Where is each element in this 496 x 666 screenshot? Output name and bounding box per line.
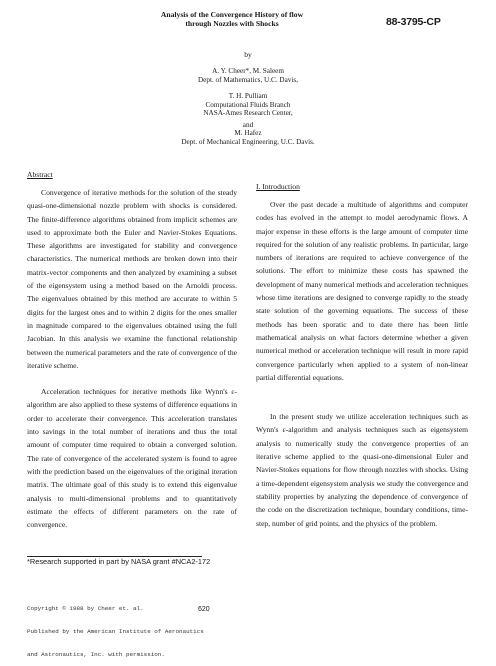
- introduction-heading: I. Introduction: [256, 182, 300, 191]
- abstract-paragraph-1: Convergence of iterative methods for the solution of the steady quasi-one-dimensional nozzle problem with shocks is considered. The finite-difference algorithms obtained from implicit schemes are used to approximate both the Euler and Navier-Stokes Equations. These algorithms are investigated for stability and convergence characteristics. The numerical methods are broken down into their matrix-vector components and then analyzed by examining a subset of the eigensystem using a method based on the Arnoldi process. The eigenvalues obtained by this method are accurate to within 5 digits for the largest ones and to within 2 digits for the ones smaller in magnitude compared to the eigenvalues obtained using the full Jacobian. In this analysis we examine the functional relationship between the numerical parameters and the rate of convergence of the iterative scheme.: [27, 188, 237, 370]
- author-affiliation-line-2: NASA-Ames Research Center,: [203, 109, 293, 118]
- title-line-2: through Nozzles with Shocks: [185, 19, 279, 29]
- by-label: by: [244, 50, 252, 59]
- copyright-notice: [27, 590, 204, 666]
- copyright-line-2: Published by the American Institute of Aeronautics: [27, 627, 204, 635]
- author-group-2: [0, 92, 496, 118]
- author-affiliation-line-1: Computational Fluids Branch: [205, 100, 291, 109]
- title-line-1: Analysis of the Convergence History of flow: [160, 10, 304, 19]
- page-number: 620: [198, 606, 210, 613]
- introduction-paragraph-1: Over the past decade a multitude of algorithms and computer codes has evolved in the attempt to model aerodynamic flows. A major expense in these efforts is the large amount of computer time required for the solution of any realistic problems. In particular, large numbers of iterations are required to achieve convergence of the solutions. The effort to minimize these costs has spawned the development of many numerical methods and acceleration techniques whose time iterations are designed to converge rapidly to the steady state solution of the governing equations. The success of these methods has been sporatic and to date there has been little mathematical analysis on what factors determine whether a given numerical method or acceleration technique will result in more rapid convergence particularly when applied to a system of non-linear partial differential equations.: [256, 200, 468, 382]
- introduction-body: [256, 198, 468, 530]
- abstract-body: [27, 186, 237, 531]
- footnote: *Research supported in part by NASA grant #NCA2-172: [27, 557, 211, 566]
- author-affiliation: Dept. of Mathematics, U.C. Davis,: [197, 75, 298, 84]
- author-affiliation: Dept. of Mechanical Engineering, U.C. Davis.: [181, 137, 315, 146]
- author-group-1: [0, 67, 496, 84]
- paper-title: [108, 10, 356, 29]
- introduction-paragraph-2: In the present study we utilize acceleration techniques such as Wynn's ε-algorithm and analysis techniques such as eigensystem analysis to numerically study the convergence properties of an iterative scheme applied to the quasi-one-dimensional Euler and Navier-Stokes equations for flow through nozzles with shocks. Using a time-dependent eigensystem analysis we study the convergence and stability properties by analyzing the dependence of convergence of the code on the discretization technique, boundary conditions, time-step, number of grid points, and the physics of the problem.: [256, 412, 468, 528]
- paper-number: 88-3795-CP: [386, 16, 441, 28]
- and-label: and: [242, 121, 254, 129]
- author-group-3: [0, 129, 496, 146]
- copyright-line-3: and Astronautics, Inc. with permission.: [27, 650, 165, 658]
- author-name: T. H. Pulliam: [228, 92, 268, 100]
- copyright-line-1: Copyright © 1988 by Cheer et. al.: [27, 605, 144, 613]
- abstract-heading: Abstract: [27, 170, 53, 179]
- author-names: A. Y. Cheer*, M. Saleem: [212, 67, 284, 75]
- abstract-paragraph-2: Acceleration techniques for iterative methods like Wynn's ε-algorithm are also applied to these systems of difference equations in order to accelerate their convergence. This acceleration translates into savings in the total number of iterations and thus the total amount of computer time required to obtain a converged solution. The rate of convergence of the accelerated system is found to agree with the prediction based on the eigenvalues of the original iteration matrix. The ultimate goal of this study is to extend this eigenvalue analysis to multi-dimensional problems and to quantitatively estimate the effects of different parameters on the rate of convergence.: [27, 387, 237, 530]
- author-name: M. Hafez: [234, 129, 262, 137]
